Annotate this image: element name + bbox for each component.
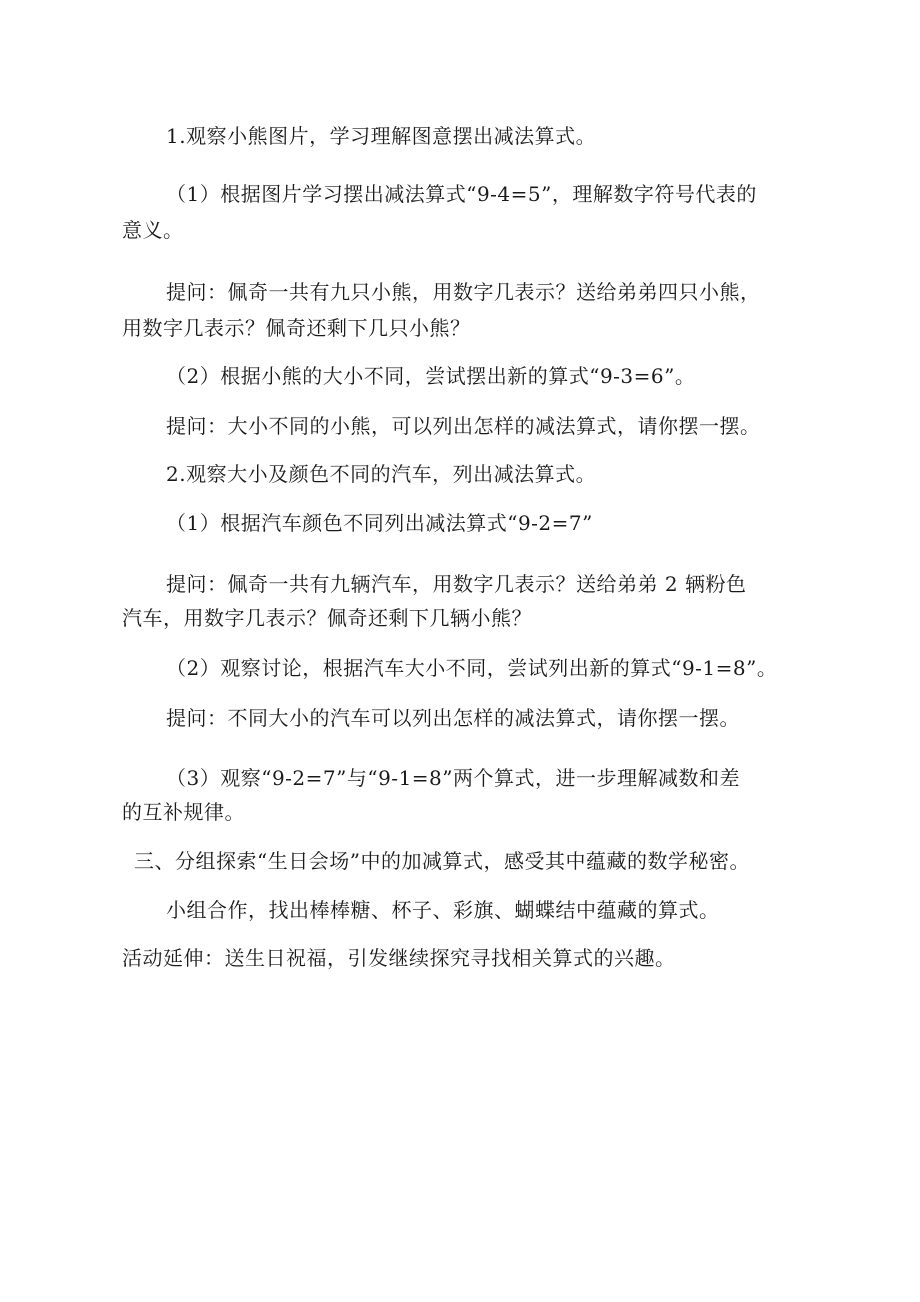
section-3-heading: 三、分组探索“生日会场”中的加减算式，感受其中蕴藏的数学秘密。 — [134, 849, 750, 873]
section-2-heading: 2.观察大小及颜色不同的汽车，列出减法算式。 — [166, 462, 597, 486]
step-2-1: （1）根据汽车颜色不同列出减法算式“9-2=7” — [166, 511, 593, 535]
question-1-line-2: 用数字几表示？佩奇还剩下几只小熊？ — [122, 316, 471, 340]
section-1-heading: 1.观察小熊图片，学习理解图意摆出减法算式。 — [166, 124, 597, 148]
group-work: 小组合作，找出棒棒糖、杯子、彩旗、蝴蝶结中蕴藏的算式。 — [166, 898, 720, 922]
question-3-line-2: 汽车，用数字几表示？佩奇还剩下几辆小熊？ — [122, 606, 532, 630]
question-4: 提问：不同大小的汽车可以列出怎样的减法算式，请你摆一摆。 — [166, 706, 740, 730]
step-2-3-line-2: 的互补规律。 — [122, 800, 245, 824]
step-1-2: （2）根据小熊的大小不同，尝试摆出新的算式“9-3=6”。 — [166, 364, 696, 388]
step-1-1-line-1: （1）根据图片学习摆出减法算式“9-4=5”，理解数字符号代表的 — [166, 182, 757, 206]
question-3-line-1: 提问：佩奇一共有九辆汽车，用数字几表示？送给弟弟 2 辆粉色 — [166, 572, 747, 596]
step-2-2: （2）观察讨论，根据汽车大小不同，尝试列出新的算式“9-1=8”。 — [166, 656, 778, 680]
step-1-1-line-2: 意义。 — [122, 218, 184, 242]
step-2-3-line-1: （3）观察“9-2=7”与“9-1=8”两个算式，进一步理解减数和差 — [166, 766, 741, 790]
question-1-line-1: 提问：佩奇一共有九只小熊，用数字几表示？送给弟弟四只小熊， — [166, 280, 761, 304]
question-2: 提问：大小不同的小熊，可以列出怎样的减法算式，请你摆一摆。 — [166, 414, 761, 438]
activity-extension: 活动延伸：送生日祝福，引发继续探究寻找相关算式的兴趣。 — [122, 946, 676, 970]
